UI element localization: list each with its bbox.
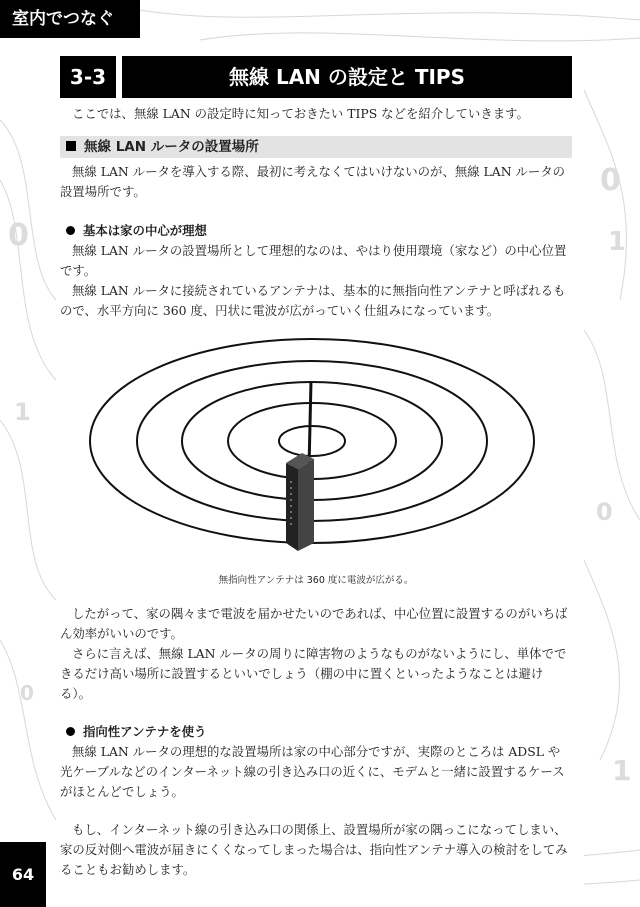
heading-2-text: 指向性アンテナを使う bbox=[83, 724, 207, 739]
paragraph-3: 無線 LAN ルータに接続されているアンテナは、基本的に無指向性アンテナと呼ばれるもので、水平方向に 360 度、円状に電波が広がっていく仕組みになっています。 bbox=[60, 283, 566, 318]
section-title: 無線 LAN の設定と TIPS bbox=[122, 56, 572, 98]
router-icon bbox=[286, 381, 314, 551]
intro-text: ここでは、無線 LAN の設定時に知っておきたい TIPS などを紹介していきます。 bbox=[72, 106, 529, 121]
section-header bbox=[60, 56, 572, 98]
heading-1-text: 基本は家の中心が理想 bbox=[83, 223, 207, 238]
circle-bullet-icon bbox=[66, 727, 75, 736]
figure-caption: 無指向性アンテナは 360 度に電波が広がる。 bbox=[218, 575, 414, 586]
circle-bullet-icon bbox=[66, 226, 75, 235]
paragraph-6: 無線 LAN ルータの理想的な設置場所は家の中心部分ですが、実際のところは ADSL や光ケーブルなどのインターネット線の引き込み口の近くに、モデムと一緒に設置するケースがほとんどでしょう。 bbox=[60, 744, 565, 799]
svg-text:1: 1 bbox=[608, 227, 627, 257]
heading-2 bbox=[66, 722, 572, 742]
svg-text:0: 0 bbox=[20, 681, 34, 705]
chapter-tab: 室内でつなぐ bbox=[0, 0, 140, 38]
svg-text:1: 1 bbox=[14, 398, 31, 426]
paragraph-1: 無線 LAN ルータを導入する際、最初に考えなくてはいけないのが、無線 LAN ルータの設置場所です。 bbox=[60, 164, 566, 199]
svg-text:1: 1 bbox=[612, 754, 632, 787]
section-number: 3-3 bbox=[60, 56, 116, 98]
radiation-diagram bbox=[60, 321, 572, 571]
paragraph-4: したがって、家の隅々まで電波を届かせたいのであれば、中心位置に設置するのがいちばん効率がいいのです。 bbox=[60, 606, 568, 641]
heading-1 bbox=[66, 221, 572, 241]
subsection-heading bbox=[60, 136, 572, 158]
paragraph-2: 無線 LAN ルータの設置場所として理想的なのは、やはり使用環境（家など）の中心位置です。 bbox=[60, 243, 567, 278]
paragraph-5: さらに言えば、無線 LAN ルータの周りに障害物のようなものがないようにし、単体でできるだけ高い場所に設置するといいでしょう（棚の中に置くといったようなことは避ける）。 bbox=[60, 646, 567, 701]
antenna-figure bbox=[60, 321, 572, 591]
page-number: 64 bbox=[0, 842, 46, 907]
subsection-title: 無線 LAN ルータの設置場所 bbox=[84, 139, 259, 155]
svg-text:0: 0 bbox=[8, 218, 29, 253]
square-bullet-icon bbox=[66, 141, 76, 151]
paragraph-7: もし、インターネット線の引き込み口の関係上、設置場所が家の隅っこになってしまい、家の反対側へ電波が届きにくくなってしまった場合は、指向性アンテナ導入の検討をしてみることもお勧めします。 bbox=[60, 822, 568, 877]
page-body bbox=[60, 98, 572, 880]
svg-text:0: 0 bbox=[600, 163, 621, 198]
svg-text:0: 0 bbox=[596, 498, 613, 526]
